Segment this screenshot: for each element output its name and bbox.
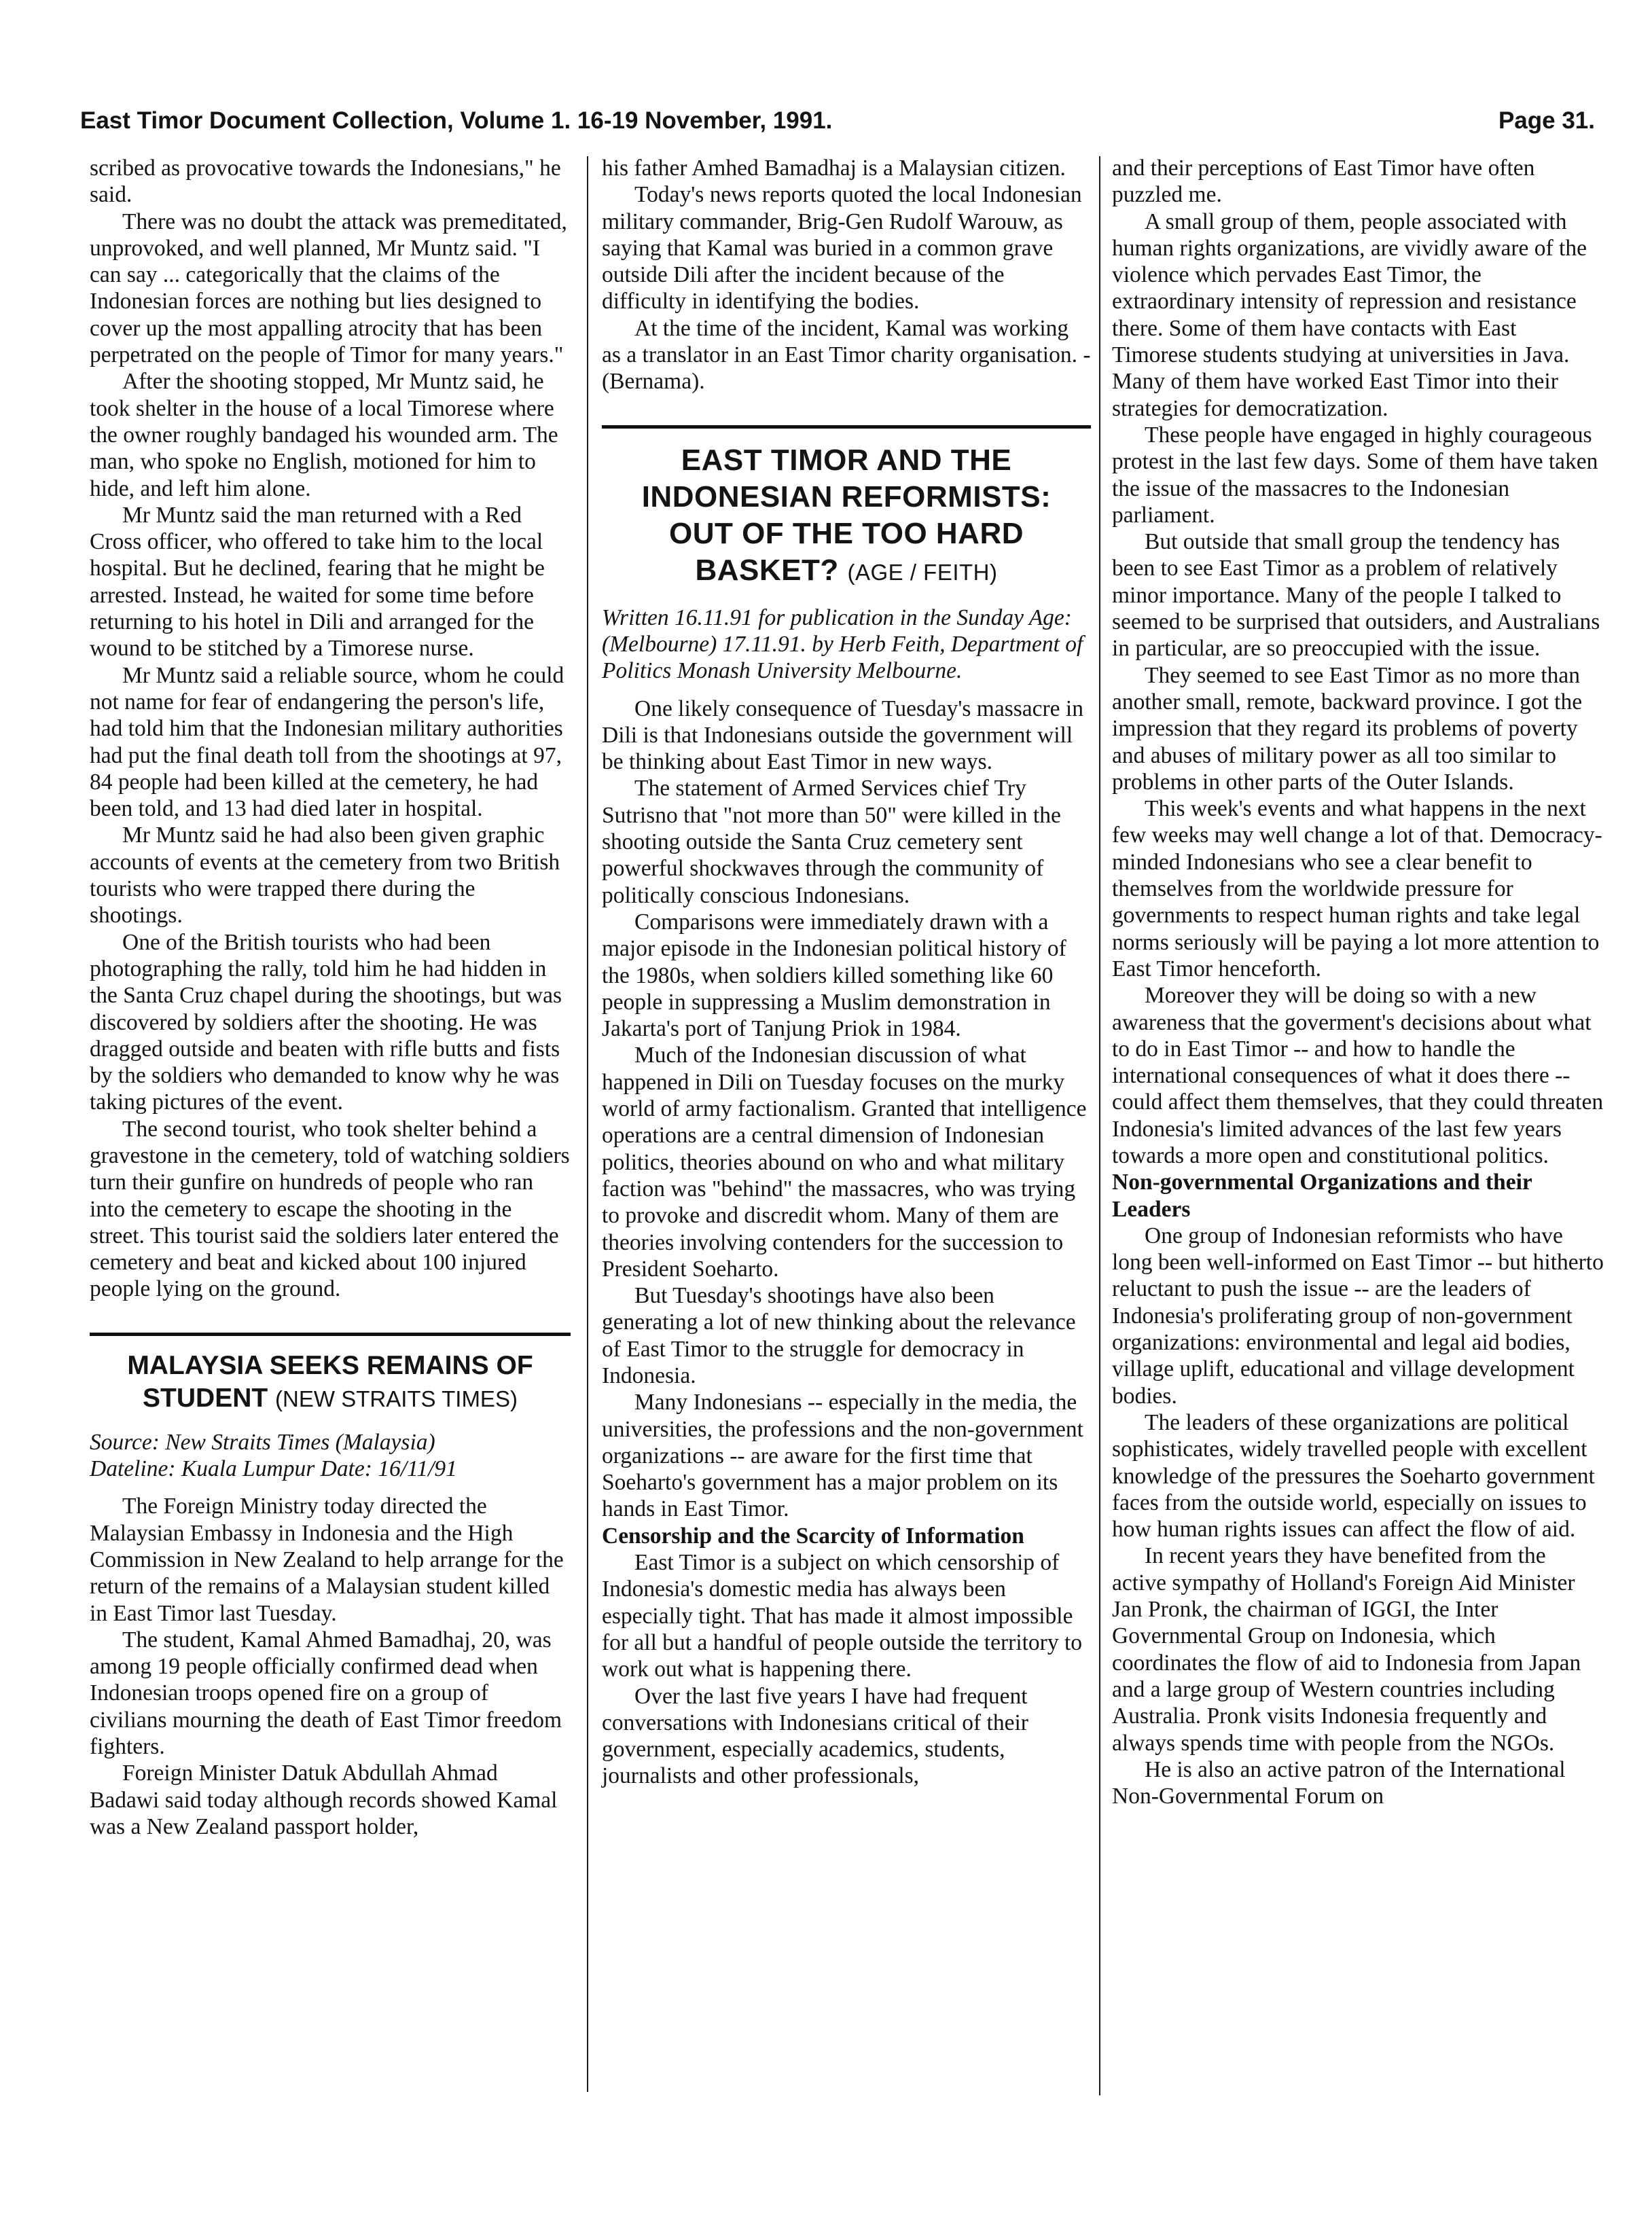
paragraph: At the time of the incident, Kamal was working as a translator in an East Timor charity organisation. - (Bernama). (602, 315, 1091, 395)
paragraph: The second tourist, who took shelter behind a gravestone in the cemetery, told of watching soldiers turn their gunfire on hundreds of people who ran into the cemetery to escape the shooting in the street. This tourist said the soldiers later entered the cemetery and beat and kicked about 100 injured people lying on the ground. (90, 1116, 570, 1302)
column-divider (587, 156, 588, 2092)
paragraph: Today's news reports quoted the local Indonesian military commander, Brig-Gen Rudolf Warouw, as saying that Kamal was buried in a common grave outside Dili after the incident because of the difficulty in identifying the bodies. (602, 182, 1082, 314)
paragraph: Moreover they will be doing so with a new awareness that the goverment's decisions about what to do in East Timor -- and how to handle the international consequences of what it does there --could affect them themselves, that they could threaten Indonesia's limited advances of the last few years towards a more open and constitutional politics. (1112, 983, 1604, 1168)
paragraph: Foreign Minister Datuk Abdullah Ahmad Badawi said today although records showed Kamal was a New Zealand passport holder, (90, 1760, 558, 1839)
paragraph: These people have engaged in highly courageous protest in the last few days. Some of them have taken the issue of the massacres to the Indonesian parliament. (1112, 422, 1598, 528)
paragraph: A small group of them, people associated with human rights organizations, are vividly aware of the violence which pervades East Timor, the extraordinary intensity of repression and resistance there. Some of them have contacts with East Timorese students studying at universities in Java. Many of them have worked East Timor into their strategies for democratization. (1112, 209, 1587, 421)
paragraph: In recent years they have benefited from the active sympathy of Holland's Foreign Aid Minister Jan Pronk, the chairman of IGGI, the Inter Governmental Group on Indonesia, which coordinates the flow of aid to Indonesia from Japan and a large group of Western countries including Australia. Pronk visits Indonesia frequently and always spends time with people from the NGOs. (1112, 1543, 1581, 1756)
byline-line: Dateline: Kuala Lumpur Date: 16/11/91 (90, 1456, 457, 1482)
paragraph: One of the British tourists who had been photographing the rally, told him he had hidden in the Santa Cruz chapel during the shootings, but was discovered by soldiers after the shooting. He was dragged outside and beaten with rifle butts and fists by the soldiers who demanded to know why he was taking pictures of the event. (90, 929, 562, 1115)
paragraph: This week's events and what happens in the next few weeks may well change a lot of that. Democracy-minded Indonesians who see a clear benefit to themselves from the worldwide pressure for governments to respect human rights and take legal norms seriously will be paying a lot more attention to East Timor henceforth. (1112, 796, 1602, 981)
paragraph: and their perceptions of East Timor have often puzzled me. (1112, 156, 1535, 208)
paragraph: They seemed to see East Timor as no more than another small, remote, backward province. I got the impression that they regard its problems of poverty and abuses of military power as all too similar to problems in other parts of the Outer Islands. (1112, 662, 1583, 795)
article-source: (AGE / FEITH) (847, 559, 998, 585)
headline-line: INDONESIAN REFORMISTS: (641, 480, 1052, 513)
headline-line: MALAYSIA SEEKS REMAINS OF (127, 1350, 533, 1380)
paragraph: Mr Muntz said the man returned with a Red Cross officer, who offered to take him to the local hospital. But he declined, fearing that he might be arrested. Instead, he waited for some time before returning to his hotel in Dili and arranged for the wound to be stitched by a Timorese nurse. (90, 502, 545, 662)
paragraph: Comparisons were immediately drawn with a major episode in the Indonesian political history of the 1980s, when soldiers killed something like 60 people in suppressing a Muslim demonstration in Jakarta's port of Tanjung Priok in 1984. (602, 909, 1066, 1042)
paragraph: The student, Kamal Ahmed Bamadhaj, 20, was among 19 people officially confirmed dead when Indonesian troops opened fire on a group of civilians mourning the death of East Timor freedom fighters. (90, 1627, 562, 1760)
byline-text: Written 16.11.91 for publication in the Sunday Age: (Melbourne) 17.11.91. by Herb Feith, Department of Politics Monash University Melbourne. (602, 604, 1083, 684)
article-byline (90, 1429, 571, 1483)
paragraph: The statement of Armed Services chief Try Sutrisno that "not more than 50" were killed in the shooting outside the Santa Cruz cemetery sent powerful shockwaves through the community of politically conscious Indonesians. (602, 776, 1061, 908)
paragraph: Much of the Indonesian discussion of what happened in Dili on Tuesday focuses on the murky world of army factionalism. Granted that intelligence operations are a central dimension of Indonesian politics, theories abound on who and what military faction was "behind" the massacres, who was trying to provoke and discredit whom. Many of them are theories involving contenders for the succession to President Soeharto. (602, 1043, 1087, 1282)
column-1 (90, 155, 571, 1840)
page-number: Page 31. (1498, 107, 1595, 134)
section-subheading: Non-governmental Organizations and their Leaders (1112, 1170, 1532, 1222)
article-headline (602, 442, 1091, 591)
headline-line: BASKET? (695, 553, 839, 587)
paragraph: The Foreign Ministry today directed the Malaysian Embassy in Indonesia and the High Commission in New Zealand to help arrange for the return of the remains of a Malaysian student killed in East Timor last Tuesday. (90, 1494, 564, 1626)
paragraph: Mr Muntz said he had also been given graphic accounts of events at the cemetery from two British tourists who were trapped there during the shootings. (90, 823, 560, 928)
collection-title: East Timor Document Collection, Volume 1. 16-19 November, 1991. (80, 107, 833, 134)
paragraph: scribed as provocative towards the Indonesians," he said. (90, 156, 561, 208)
headline-line: OUT OF THE TOO HARD (668, 516, 1024, 550)
column-2 (602, 155, 1091, 1790)
column-divider (1099, 156, 1100, 2095)
article-separator (602, 425, 1091, 429)
article-headline (90, 1350, 571, 1415)
paragraph: He is also an active patron of the International Non-Governmental Forum on (1112, 1756, 1566, 1809)
article-byline (602, 604, 1091, 685)
paragraph: Over the last five years I have had frequent conversations with Indonesians critical of their government, especially academics, students, journalists and other professionals, (602, 1683, 1028, 1789)
paragraph: But Tuesday's shootings have also been generating a lot of new thinking about the relevance of East Timor to the struggle for democracy in Indonesia. (602, 1283, 1076, 1388)
column-3 (1112, 155, 1604, 1809)
paragraph: One likely consequence of Tuesday's massacre in Dili is that Indonesians outside the government will be thinking about East Timor in new ways. (602, 696, 1083, 775)
paragraph: After the shooting stopped, Mr Muntz said, he took shelter in the house of a local Timorese where the owner roughly bandaged his wounded arm. The man, who spoke no English, motioned for him to hide, and left him alone. (90, 369, 558, 501)
paragraph: his father Amhed Bamadhaj is a Malaysian citizen. (602, 156, 1066, 181)
paragraph: Many Indonesians -- especially in the media, the universities, the professions and the non-government organizations -- are aware for the first time that Soeharto's government has a major problem on its hands in East Timor. (602, 1390, 1083, 1522)
paragraph: But outside that small group the tendency has been to see East Timor as a problem of relatively minor importance. Many of the people I talked to seemed to be surprised that outsiders, and Australians in particular, are so preoccupied with the issue. (1112, 529, 1600, 662)
byline-line: Source: New Straits Times (Malaysia) (90, 1429, 435, 1455)
page-header (80, 101, 1595, 141)
paragraph: The leaders of these organizations are political sophisticates, widely travelled people with excellent knowledge of the pressures the Soeharto government faces from the outside world, especially on issues to how human rights issues can affect the flow of aid. (1112, 1409, 1595, 1542)
paragraph: East Timor is a subject on which censorship of Indonesia's domestic media has always been especially tight. That has made it almost impossible for all but a handful of people outside the territory to work out what is happening there. (602, 1550, 1083, 1682)
paragraph: One group of Indonesian reformists who have long been well-informed on East Timor -- but hitherto reluctant to push the issue -- are the leaders of Indonesia's proliferating group of non-government organizations: environmental and legal aid bodies, village uplift, educational and village development bodies. (1112, 1223, 1604, 1409)
paragraph: There was no doubt the attack was premeditated, unprovoked, and well planned, Mr Muntz said. "I can say ... categorically that the claims of the Indonesian forces are nothing but lies designed to cover up the most appalling atrocity that has been perpetrated on the people of Timor for many years." (90, 209, 567, 368)
article-separator (90, 1333, 571, 1336)
paragraph: Mr Muntz said a reliable source, whom he could not name for fear of endangering the person's life, had told him that the Indonesian military authorities had put the final death toll from the shootings at 97, 84 people had been killed at the cemetery, he had been told, and 13 had died later in hospital. (90, 662, 564, 822)
headline-line: EAST TIMOR AND THE (681, 443, 1012, 477)
article-source: (NEW STRAITS TIMES) (275, 1386, 518, 1411)
section-subheading: Censorship and the Scarcity of Information (602, 1523, 1024, 1549)
headline-line: STUDENT (143, 1383, 268, 1413)
